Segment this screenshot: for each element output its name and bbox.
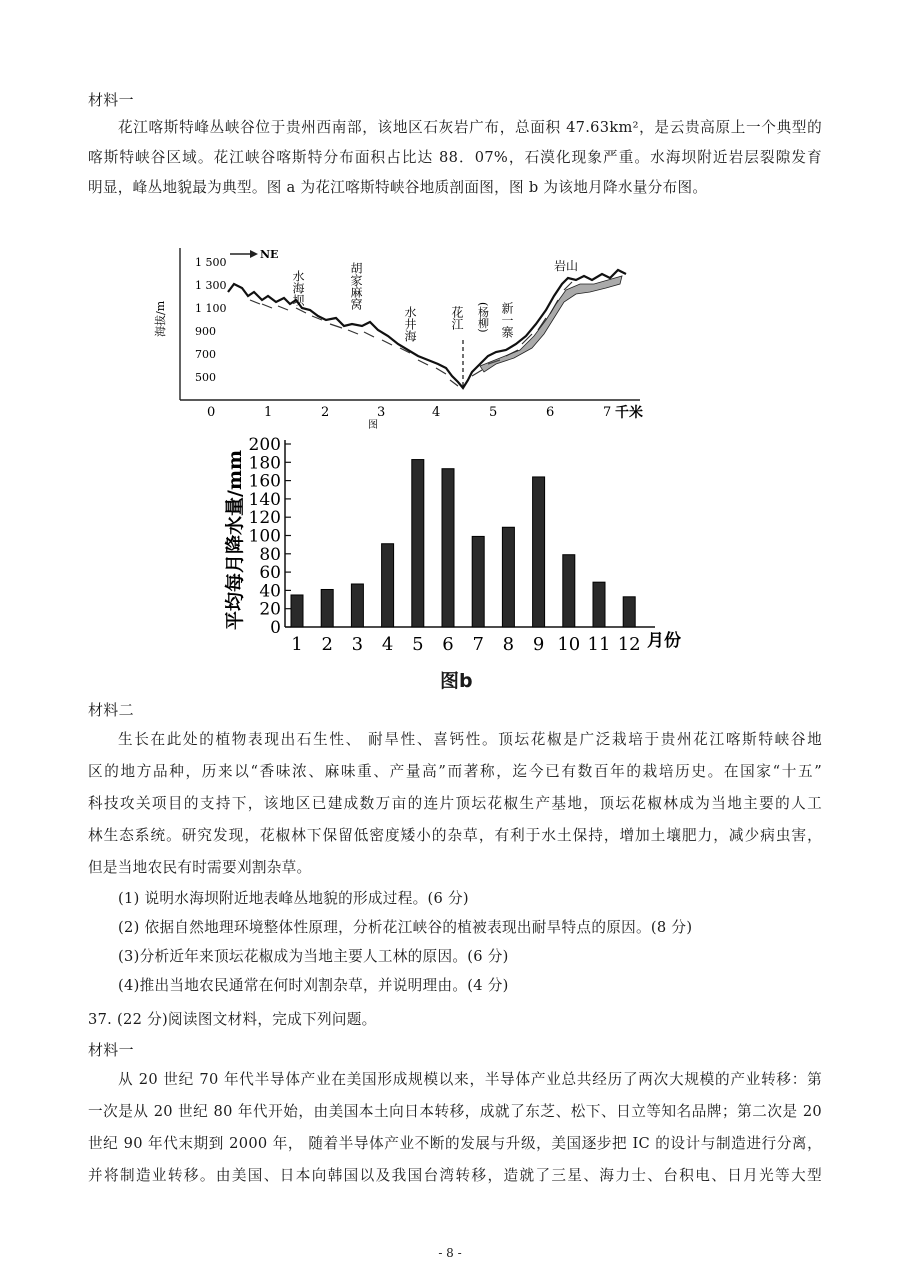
chart-ylabel: 平均每月降水量/mm xyxy=(224,449,246,630)
chart-xlabel: 月份 xyxy=(647,631,681,651)
material1-line: 喀斯特峡谷区域。花江峡谷喀斯特分布面积占比达 88．07%，石漠化现象严重。水海坝附近岩层裂隙发育 xyxy=(88,149,822,166)
profile-xtick: 0 xyxy=(207,405,216,420)
chart-bar-month-8 xyxy=(502,527,514,627)
chart-xtick-label: 2 xyxy=(321,634,333,655)
chart-xtick-label: 3 xyxy=(351,634,364,655)
chart-ytick-label: 140 xyxy=(248,489,281,510)
profile-xtick: 7 xyxy=(603,405,612,420)
q37-material-heading: 材料一 xyxy=(88,1041,134,1059)
chart-bar-month-6 xyxy=(442,469,454,627)
chart-xtick-label: 9 xyxy=(532,634,545,655)
chart-xtick-label: 4 xyxy=(381,634,394,655)
profile-ytick: 700 xyxy=(195,348,216,361)
profile-ylabel: 海拔/m xyxy=(154,300,167,337)
place-shuijinghai: 水井海 xyxy=(403,306,417,342)
chart-ytick-label: 80 xyxy=(259,544,281,565)
q37-line: 世纪 90 年代末期到 2000 年， 随着半导体产业不断的发展与升级，美国逐步把 IC 的设计与制造进行分离， xyxy=(88,1135,822,1152)
profile-ytick: 900 xyxy=(195,325,216,338)
chart-bars xyxy=(291,460,635,627)
chart-xtick-label: 10 xyxy=(557,634,581,655)
chart-ytick-label: 120 xyxy=(248,508,281,529)
chart-ytick-label: 0 xyxy=(270,618,281,638)
chart-ytick-label: 100 xyxy=(248,526,281,547)
profile-xtick: 3 xyxy=(377,405,386,420)
chart-title: 图b xyxy=(440,670,473,692)
profile-xtick: 5 xyxy=(489,405,498,420)
place-yanshan: 岩山 xyxy=(554,259,579,273)
chart-ytick-label: 20 xyxy=(259,599,281,620)
place-yangliu: (杨柳) xyxy=(476,302,490,333)
place-xinyizhai: 新一寨 xyxy=(500,302,514,338)
q37-line: 并将制造业转移。由美国、日本向韩国以及我国台湾转移，造就了三星、海力士、台积电、日月光等大型 xyxy=(88,1167,822,1184)
chart-bar-month-4 xyxy=(382,544,394,627)
material2-line: 区的地方品种，历来以“香味浓、麻味重、产量高”而著称，迄今已有数百年的栽培历史。在国家“十五” xyxy=(88,763,822,780)
material1-heading: 材料一 xyxy=(88,91,134,109)
material2-line: 科技攻关项目的支持下，该地区已建成数万亩的连片顶坛花椒生产基地，顶坛花椒林成为当地主要的人工 xyxy=(88,795,822,812)
place-hujiamawo: 胡家麻窝 xyxy=(349,262,363,310)
chart-bar-month-7 xyxy=(472,536,484,627)
profile-xtick: 4 xyxy=(432,405,441,420)
material2-line: 林生态系统。研究发现，花椒林下保留低密度矮小的杂草，有利于水土保持，增加土壤肥力，减少病虫害， xyxy=(88,827,822,844)
chart-xtick-label: 7 xyxy=(472,634,484,655)
profile-xunit: 千米 xyxy=(615,405,643,421)
rainfall-chart xyxy=(215,430,705,662)
chart-x-ticks xyxy=(291,634,640,655)
q37-line: 从 20 世纪 70 年代半导体产业在美国形成规模以来，半导体产业总共经历了两次大规模的产业转移：第 xyxy=(118,1071,822,1088)
q37-header: 37. (22 分)阅读图文材料，完成下列问题。 xyxy=(88,1011,377,1028)
material2-line: 生长在此处的植物表现出石生性、 耐旱性、喜钙性。顶坛花椒是广泛栽培于贵州花江喀斯特峡谷地 xyxy=(118,731,822,748)
material2-heading: 材料二 xyxy=(88,701,134,719)
question-1: (1) 说明水海坝附近地表峰丛地貌的形成过程。(6 分) xyxy=(118,890,469,907)
chart-bar-month-2 xyxy=(321,589,333,627)
profile-xtick: 1 xyxy=(264,405,273,420)
chart-bar-month-3 xyxy=(351,584,363,627)
chart-bar-month-9 xyxy=(533,477,545,627)
profile-xtick: 2 xyxy=(321,405,330,420)
chart-bar-month-10 xyxy=(563,555,575,627)
profile-caption: 图 xyxy=(368,420,378,431)
material1-line: 明显，峰丛地貌最为典型。图 a 为花江喀斯特峡谷地质剖面图，图 b 为该地月降水量分布图。 xyxy=(88,179,708,196)
question-2: (2) 依据自然地理环境整体性原理，分析花江峡谷的植被表现出耐旱特点的原因。(8 分) xyxy=(118,919,693,936)
chart-xtick-label: 12 xyxy=(617,634,641,655)
profile-direction: NE xyxy=(260,248,279,261)
profile-ytick: 1 500 xyxy=(195,256,227,269)
place-shuihaiba: 水海坝 xyxy=(291,270,305,306)
page-number: - 8 - xyxy=(438,1246,462,1260)
chart-bar-month-12 xyxy=(623,597,635,627)
question-3: (3)分析近年来顶坛花椒成为当地主要人工林的原因。(6 分) xyxy=(118,948,509,965)
material1-line: 花江喀斯特峰丛峡谷位于贵州西南部，该地区石灰岩广布，总面积 47.63km²，是云贵高原上一个典型的 xyxy=(118,119,822,136)
q37-line: 一次是从 20 世纪 80 年代开始，由美国本土向日本转移，成就了东芝、松下、日立等知名品牌；第二次是 20 xyxy=(88,1103,822,1120)
material2-line: 但是当地农民有时需要刈割杂草。 xyxy=(88,859,312,876)
chart-ytick-label: 180 xyxy=(248,453,281,474)
chart-ytick-label: 200 xyxy=(248,435,281,455)
chart-ytick-label: 160 xyxy=(248,471,281,492)
chart-xtick-label: 1 xyxy=(291,634,303,655)
profile-ytick: 1 300 xyxy=(195,279,227,292)
chart-bar-month-1 xyxy=(291,595,303,627)
chart-xtick-label: 6 xyxy=(442,634,454,655)
chart-ytick-label: 60 xyxy=(259,563,281,584)
chart-xtick-label: 11 xyxy=(587,634,611,655)
profile-ytick: 1 100 xyxy=(195,302,227,315)
profile-xtick: 6 xyxy=(546,405,555,420)
chart-bar-month-11 xyxy=(593,582,605,627)
ne-arrowhead-icon xyxy=(250,250,258,258)
profile-ytick: 500 xyxy=(195,371,216,384)
chart-ytick-label: 40 xyxy=(259,581,281,602)
chart-xtick-label: 8 xyxy=(502,634,515,655)
chart-xtick-label: 5 xyxy=(412,634,424,655)
question-4: (4)推出当地农民通常在何时刈割杂草，并说明理由。(4 分) xyxy=(118,977,509,994)
chart-bar-month-5 xyxy=(412,460,424,627)
profile-figure xyxy=(150,240,660,431)
place-huajiang: 花江 xyxy=(450,306,464,330)
